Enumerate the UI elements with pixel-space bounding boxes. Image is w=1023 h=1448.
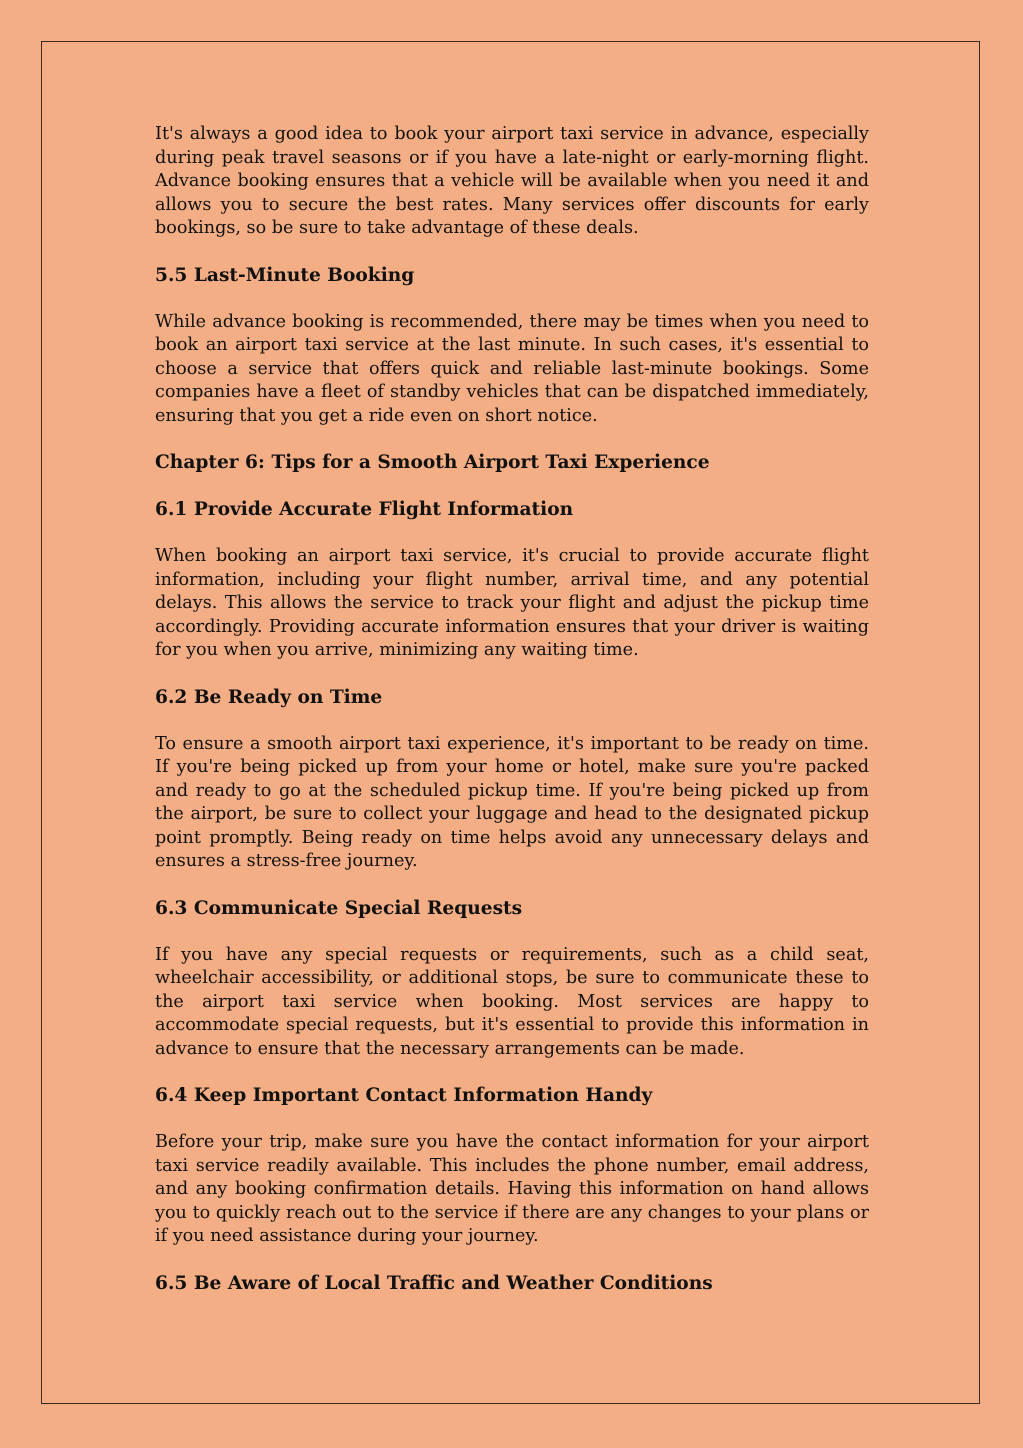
paragraph-special-requests: If you have any special requests or requirements, such as a child seat, wheelchair accessibility, or additional stops, be sure to communicate these to the airport taxi service when booking. Most services are happy to accommodate special requests, but it's essential to provide this information in advance to ensure that the necessary arrangements can be made. [155,944,869,1059]
section-heading-6-5: 6.5 Be Aware of Local Traffic and Weather Conditions [155,1272,713,1294]
intro-paragraph: It's always a good idea to book your airport taxi service in advance, especially during peak travel seasons or if you have a late-night or early-morning flight. Advance booking ensures that a vehicle will be available when you need it and allows you to secure the best rates. Many services offer discounts for early bookings, so be sure to take advantage of these deals. [155,124,869,238]
paragraph-be-ready: To ensure a smooth airport taxi experience, it's important to be ready on time. If you're being picked up from your home or hotel, make sure you're packed and ready to go at the scheduled pickup time. If you're being picked up from the airport, be sure to collect your luggage and head to the designated pickup point promptly. Being ready on time helps avoid any unnecessary delays and ensures a stress-free journey. [155,733,869,871]
section-heading-6-2: 6.2 Be Ready on Time [155,686,383,708]
paragraph-contact-information: Before your trip, make sure you have the contact information for your airport taxi service readily available. This includes the phone number, email address, and any booking confirmation details. Having this information on hand allows you to quickly reach out to the service if there are any changes to your plans or if you need assistance during your journey. [155,1132,869,1246]
section-heading-6-1: 6.1 Provide Accurate Flight Information [155,499,574,520]
chapter-heading-6: Chapter 6: Tips for a Smooth Airport Taxi Experience [155,452,710,473]
paragraph-flight-information: When booking an airport taxi service, it's crucial to provide accurate flight information, including your flight number, arrival time, and any potential delays. This allows the service to track your flight and adjust the pickup time accordingly. Providing accurate information ensures that your driver is waiting for you when you arrive, minimizing any waiting time. [155,546,869,660]
section-heading-6-4: 6.4 Keep Important Contact Information Handy [155,1085,653,1106]
section-heading-5-5: 5.5 Last-Minute Booking [155,264,415,286]
section-heading-6-3: 6.3 Communicate Special Requests [155,897,523,919]
document-body [155,123,869,1319]
paragraph-last-minute-booking: While advance booking is recommended, there may be times when you need to book an airport taxi service at the last minute. In such cases, it's essential to choose a service that offers quick and reliable last-minute bookings. Some companies have a fleet of standby vehicles that can be dispatched immediately, ensuring that you get a ride even on short notice. [155,311,869,426]
